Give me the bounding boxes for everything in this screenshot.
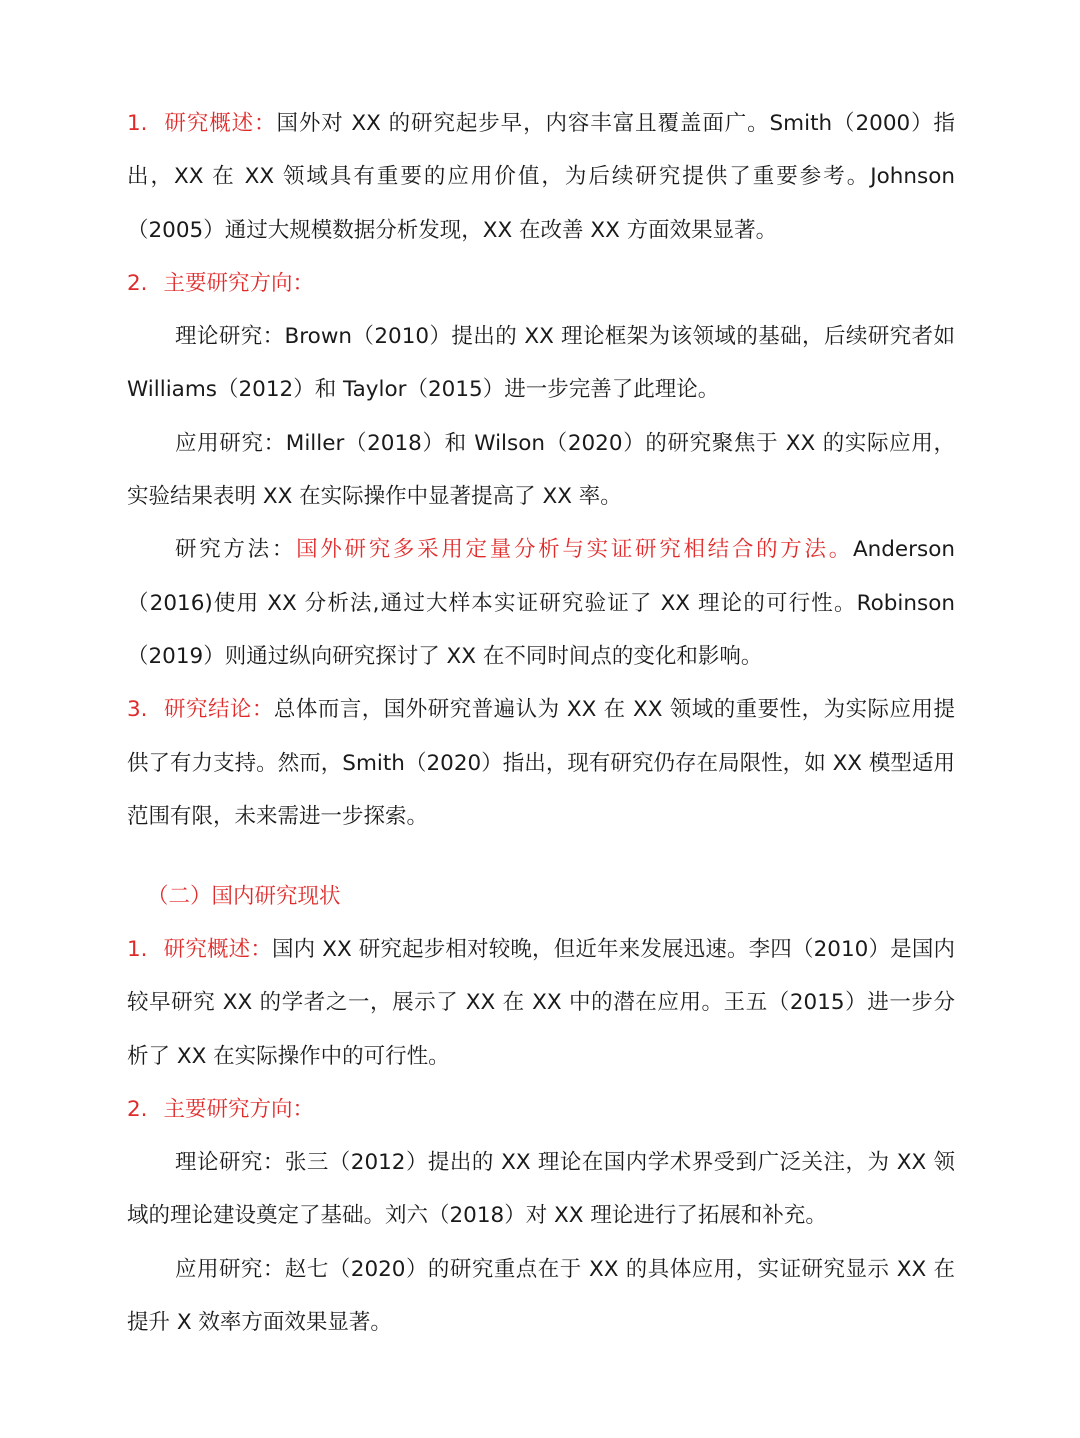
domestic-overview-text: 国内 XX 研究起步相对较晚，但近年来发展迅速。李四（2010）是国内较早研究 XX 的学者之一，展示了 XX 在 XX 中的潜在应用。王五（2015）进一步分析了 XX 在实际操作中的可行性。 [127,936,955,1069]
domestic-section-title: （二）国内研究现状 [147,883,341,909]
foreign-directions-heading-line [127,257,955,310]
domestic-directions-number: 2. [127,1096,148,1122]
foreign-conclusion-number: 3. [127,697,148,723]
domestic-directions-heading: 主要研究方向： [163,1096,315,1122]
foreign-conclusion-heading: 研究结论： [163,697,274,723]
foreign-directions-number: 2. [127,270,148,296]
foreign-conclusion-text: 总体而言，国外研究普遍认为 XX 在 XX 领域的重要性，为实际应用提供了有力支持。然而，Smith（2020）指出，现有研究仍存在局限性，如 XX 模型适用范围有限，未来需进一步探索。 [127,697,955,829]
foreign-theory-paragraph: 理论研究：Brown（2010）提出的 XX 理论框架为该领域的基础，后续研究者如 Williams（2012）和 Taylor（2015）进一步完善了此理论。 [127,324,955,403]
foreign-overview-text: 国外对 XX 的研究起步早，内容丰富且覆盖面广。Smith（2000）指出，XX 在 XX 领域具有重要的应用价值，为后续研究提供了重要参考。Johnson（2005）通过大规模数据分析发现，XX 在改善 XX 方面效果显著。 [127,111,955,243]
document-page [127,97,955,1349]
foreign-overview-heading: 研究概述： [163,111,277,136]
foreign-application-paragraph: 应用研究：Miller（2018）和 Wilson（2020）的研究聚焦于 XX 的实际应用，实验结果表明 XX 在实际操作中显著提高了 XX 率。 [127,430,955,510]
domestic-directions-heading-line [127,1083,955,1136]
foreign-method-label: 研究方法： [175,537,297,563]
domestic-overview-paragraph [127,923,955,1083]
domestic-overview-number: 1. [127,936,148,962]
foreign-overview-number: 1. [127,111,148,136]
foreign-overview-paragraph [127,97,955,257]
foreign-conclusion-paragraph [127,683,955,843]
domestic-theory-paragraph: 理论研究：张三（2012）提出的 XX 理论在国内学术界受到广泛关注，为 XX 领域的理论建设奠定了基础。刘六（2018）对 XX 理论进行了拓展和补充。 [127,1150,955,1229]
foreign-method-paragraph [127,523,955,683]
foreign-directions-heading: 主要研究方向： [163,270,315,296]
domestic-overview-heading: 研究概述： [163,936,272,962]
domestic-application-paragraph: 应用研究：赵七（2020）的研究重点在于 XX 的具体应用，实证研究显示 XX 在提升 X 效率方面效果显著。 [127,1256,955,1336]
foreign-method-text: Anderson（2016)使用 XX 分析法,通过大样本实证研究验证了 XX 理论的可行性。Robinson（2019）则通过纵向研究探讨了 XX 在不同时间点的变化和影响。 [127,537,955,669]
foreign-method-highlight: 国外研究多采用定量分析与实证研究相结合的方法。 [296,537,853,563]
